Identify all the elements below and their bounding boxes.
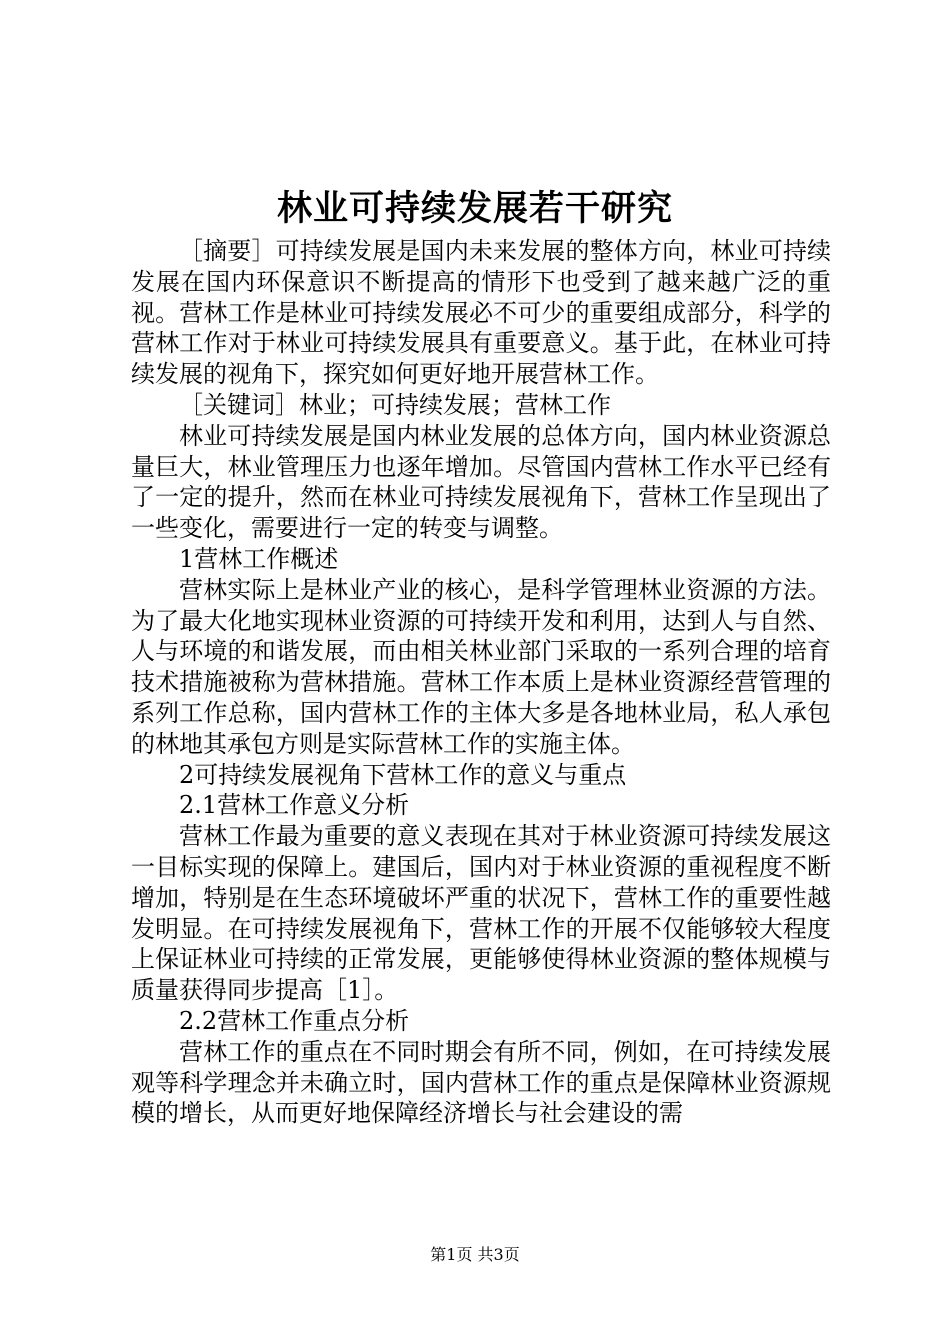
page-number-footer: 第1页 共3页 bbox=[430, 1245, 520, 1264]
body-paragraph: 营林工作最为重要的意义表现在其对于林业资源可持续发展这一目标实现的保障上。建国后，国内对于林业资源的重视程度不断增加，特别是在生态环境破坏严重的状况下，营林工作的重要性越发明显。在可持续发展视角下，营林工作的开展不仅能够较大程度上保证林业可持续的正常发展，更能够使得林业资源的整体规模与质量获得同步提高［1］。 bbox=[131, 822, 831, 1005]
document-title: 林业可持续发展若干研究 bbox=[276, 188, 673, 229]
subsection-heading-2-2: 2.2营林工作重点分析 bbox=[179, 1006, 410, 1035]
document-body bbox=[131, 236, 831, 1129]
section-heading-1: 1营林工作概述 bbox=[179, 544, 339, 573]
intro-paragraph: 林业可持续发展是国内林业发展的总体方向，国内林业资源总量巨大，林业管理压力也逐年增加。尽管国内营林工作水平已经有了一定的提升，然而在林业可持续发展视角下，营林工作呈现出了一些变化，需要进行一定的转变与调整。 bbox=[131, 421, 831, 543]
body-paragraph: 营林实际上是林业产业的核心，是科学管理林业资源的方法。为了最大化地实现林业资源的可持续开发和利用，达到人与自然、人与环境的和谐发展，而由相关林业部门采取的一系列合理的培育技术措施被称为营林措施。营林工作本质上是林业资源经营管理的系列工作总称，国内营林工作的主体大多是各地林业局，私人承包的林地其承包方则是实际营林工作的实施主体。 bbox=[131, 575, 831, 758]
body-paragraph: 营林工作的重点在不同时期会有所不同，例如，在可持续发展观等科学理念并未确立时，国内营林工作的重点是保障林业资源规模的增长，从而更好地保障经济增长与社会建设的需 bbox=[131, 1037, 831, 1128]
subsection-heading-2-1: 2.1营林工作意义分析 bbox=[179, 791, 410, 820]
abstract-paragraph: ［摘要］可持续发展是国内未来发展的整体方向，林业可持续发展在国内环保意识不断提高的情形下也受到了越来越广泛的重视。营林工作是林业可持续发展必不可少的重要组成部分，科学的营林工作对于林业可持续发展具有重要意义。基于此，在林业可持续发展的视角下，探究如何更好地开展营林工作。 bbox=[131, 237, 831, 389]
section-heading-2: 2可持续发展视角下营林工作的意义与重点 bbox=[179, 760, 627, 789]
keywords-paragraph: ［关键词］林业；可持续发展；营林工作 bbox=[179, 390, 611, 419]
